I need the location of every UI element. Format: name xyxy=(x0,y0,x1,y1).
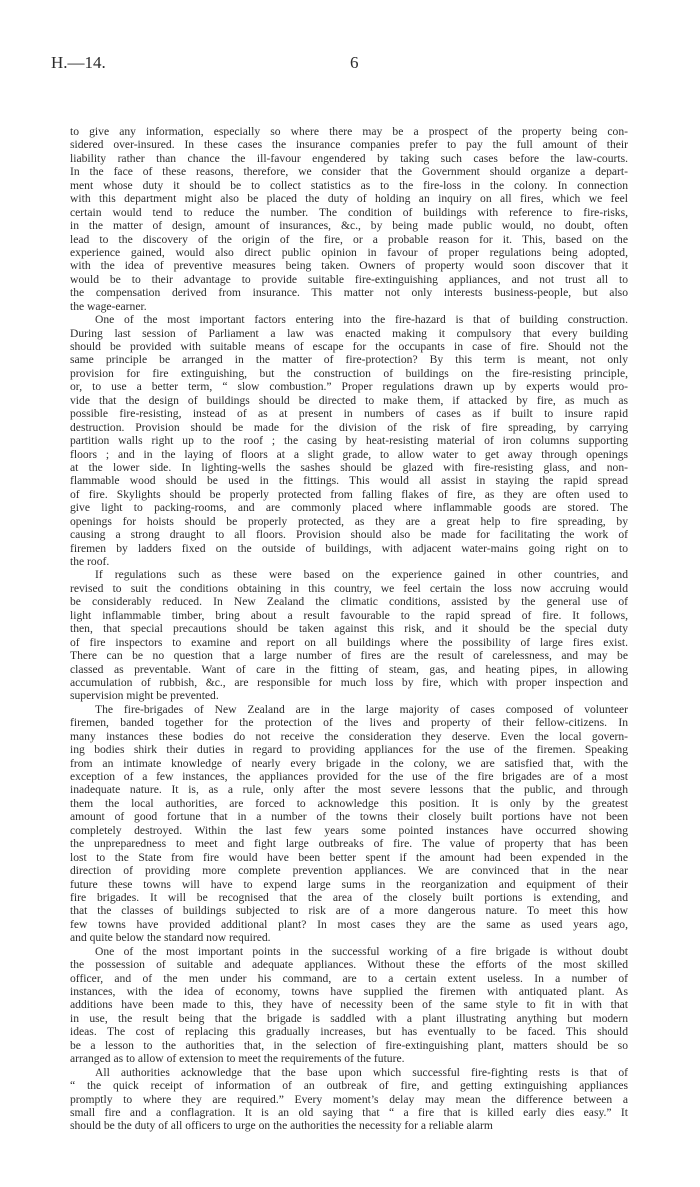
text-line: be considerably reduced. In New Zealand the climatic conditions, assisted by the general use of xyxy=(70,595,628,609)
text-line: destruction. Provision should be made for the division of the risk of fire spreading, by carrying xyxy=(70,420,628,434)
text-line: experience gained, would also direct public opinion in favour of proper regulations being adopted, xyxy=(70,245,628,259)
text-line: possible fire-resisting, instead of as at present in numbers of cases as if built to insure rapid xyxy=(70,407,628,421)
text-line: provision for fire extinguishing, but the construction of buildings on the fire-resisting principle, xyxy=(70,366,628,380)
text-line: During last session of Parliament a law was enacted making it compulsory that every building xyxy=(70,326,628,340)
text-line: classed as preventable. Want of care in the fitting of steam, gas, and heating pipes, in allowing xyxy=(70,662,628,676)
text-line: additions have been made to this, they have of necessity been of the same style to fit in with that xyxy=(70,998,628,1012)
text-line: and quite below the standard now required. xyxy=(70,931,271,945)
text-line: future these towns will have to expend large sums in the reorganization and equipment of their xyxy=(70,877,628,891)
paragraph xyxy=(70,125,628,313)
text-line: ment whose duty it should be to collect statistics as to the fire-loss in the colony. In connection xyxy=(70,178,628,192)
text-line: in the matter of design, amount of insurances, &c., by being made public would, no doubt, often xyxy=(70,219,628,233)
text-line: with the idea of preventive measures being taken. Owners of property would soon discover that it xyxy=(70,259,628,273)
text-line: fire brigades. It will be recognised that the area of the closely built portions is extending, and xyxy=(70,890,628,904)
text-line: promptly to where they are required.” Every moment’s delay may mean the difference between a xyxy=(70,1092,628,1106)
text-line: at the lower side. In lighting-wells the sashes should be glazed with fire-resisting glass, and non- xyxy=(70,460,628,474)
text-line: floors ; and in the laying of floors at a slight grade, to allow water to get away through openings xyxy=(70,447,628,461)
text-line: many instances these bodies do not receive the consideration they deserve. Even the local govern- xyxy=(70,729,628,743)
text-line: same principle be arranged in the matter of fire-protection? By this term is meant, not only xyxy=(70,353,628,367)
text-line: that the classes of buildings subjected to risk are of a more dangerous nature. To meet this how xyxy=(70,904,628,918)
document-reference: H.—14. xyxy=(51,53,106,72)
page-number: 6 xyxy=(350,53,359,72)
text-line: All authorities acknowledge that the base upon which successful fire-fighting rests is that of xyxy=(95,1065,628,1079)
text-line: If regulations such as these were based on the experience gained in other countries, and xyxy=(95,568,628,582)
text-line: them the local authorities, are forced to acknowledge this position. It is only by the greatest xyxy=(70,796,628,810)
text-line: should be provided with suitable means of escape for the occupants in case of fire. Should not the xyxy=(70,340,628,353)
text-line: flammable wood should be used in the fittings. This would all assist in staying the rapid spread xyxy=(70,474,628,488)
text-line: the compensation derived from insurance. This matter not only interests business-people, but also xyxy=(70,286,628,300)
text-line: lead to the discovery of the origin of the fire, or a probable reason for it. This, based on the xyxy=(70,232,628,246)
text-line: or, to use a better term, “ slow combustion.” Proper regulations drawn up by experts would pro- xyxy=(70,380,628,394)
text-line: certain would tend to reduce the number. The condition of buildings with reference to fire-risks, xyxy=(70,205,628,219)
text-line: inadequate nature. It is, as a rule, only after the most severe lessons that the public, and through xyxy=(70,783,628,797)
text-line: officer, and of the men under his command, are to a certain extent useless. In a number of xyxy=(70,971,628,985)
text-line: causing a strong draught to all floors. Provision should also be made for facilitating the work of xyxy=(70,528,628,542)
text-line: small fire and a conflagration. It is an old saying that “ a fire that is killed early dies easy.” It xyxy=(70,1105,628,1119)
text-line: vide that the design of buildings should be directed to make them, if attacked by fire, as much as xyxy=(70,393,628,407)
text-line: completely destroyed. Within the last few years some pointed instances have occurred showing xyxy=(70,823,628,837)
text-line: firemen by ladders fixed on the outside of buildings, with adjacent water-mains going right on to xyxy=(70,541,628,555)
text-line: in use, the result being that the brigade is saddled with a plant illustrating anything but modern xyxy=(70,1011,628,1025)
text-line: few towns have provided additional plant? In most cases they are the same as used years ago, xyxy=(70,917,628,931)
text-line: with this department might also be placed the duty of holding an inquiry on all fires, which we feel xyxy=(70,192,628,206)
text-line: the roof. xyxy=(70,555,110,568)
paragraph xyxy=(70,313,628,568)
text-line: give light to packing-rooms, and are commonly placed where inflammable goods are stored. The xyxy=(70,501,628,515)
text-line: exception of a few instances, the appliances provided for the use of the fire brigades are of a most xyxy=(70,770,628,783)
text-line: be a lesson to the authorities that, in the selection of fire-extinguishing plant, matters should be so xyxy=(70,1038,628,1052)
paragraph xyxy=(70,703,628,945)
text-line: to give any information, especially so where there may be a prospect of the property being con- xyxy=(70,125,628,138)
text-line: the wage-earner. xyxy=(70,299,147,313)
text-line: openings for hoists should be properly protected, as they are a great help to fire spreading, by xyxy=(70,514,628,528)
text-line: supervision might be prevented. xyxy=(70,689,219,703)
text-line: sidered over-insured. In these cases the insurance companies prefer to pay the full amount of their xyxy=(70,138,628,152)
text-line: accumulation of rubbish, &c., are responsible for much loss by fire, which with proper inspection and xyxy=(70,675,628,689)
text-line: instances, with the idea of economy, towns have supplied the firemen with antiquated plant. As xyxy=(70,985,628,998)
text-line: amount of good fortune that in a number of the towns their closely built portions have not been xyxy=(70,810,628,824)
text-line: the unpreparedness to meet and fight large outbreaks of fire. The value of property that has been xyxy=(70,837,628,851)
text-line: should be the duty of all officers to urge on the authorities the necessity for a reliable alarm xyxy=(70,1119,493,1133)
text-line: from an intimate knowledge of nearly every brigade in the colony, we are satisfied that, with the xyxy=(70,756,628,770)
text-line: then, that special precautions should be taken against this risk, and it should be the special duty xyxy=(70,622,628,636)
text-line: would be to their advantage to provide suitable fire-extinguishing appliances, and not trust all to xyxy=(70,272,628,286)
text-line: arranged as to allow of extension to meet the requirements of the future. xyxy=(70,1052,405,1066)
text-line: liability rather than chance the ill-favour engendered by taking such cases before the law-courts. xyxy=(70,151,628,165)
document-body xyxy=(70,125,628,1133)
text-line: firemen, banded together for the protection of the lives and property of their fellow-citizens. In xyxy=(70,716,628,730)
paragraph xyxy=(70,568,628,702)
text-line: One of the most important factors entering into the fire-hazard is that of building construction. xyxy=(95,313,628,327)
text-line: of fire inspectors to examine and report on all buildings where the possibility of large fires exist. xyxy=(70,635,628,649)
text-line: the possession of suitable and adequate appliances. Without these the efforts of the most skilled xyxy=(70,958,628,972)
text-line: In the face of these reasons, therefore, we consider that the Government should organize a depart- xyxy=(70,165,628,179)
text-line: light inflammable timber, bring about a result favourable to the rapid spread of fire. It follows, xyxy=(70,608,628,622)
text-line: partition walls right up to the roof ; the casing by heat-resisting material of iron columns supporting xyxy=(70,434,628,448)
text-line: “ the quick receipt of information of an outbreak of fire, and getting extinguishing appliances xyxy=(70,1079,628,1093)
paragraph xyxy=(70,945,628,1066)
text-line: One of the most important points in the successful working of a fire brigade is without doubt xyxy=(95,944,628,958)
text-line: revised to suit the conditions obtaining in this country, we feel certain the loss now accruing would xyxy=(70,581,628,595)
text-line: lost to the State from fire would have been better spent if the amount had been expended in the xyxy=(70,850,628,864)
text-line: ideas. The cost of replacing this gradually increases, but has eventually to be faced. This should xyxy=(70,1025,628,1039)
text-line: ing bodies shirk their duties in regard to providing appliances for the use of the firemen. Speaking xyxy=(70,743,628,757)
text-line: The fire-brigades of New Zealand are in the large majority of cases composed of volunteer xyxy=(95,702,628,716)
text-line: There can be no question that a large number of fires are the result of carelessness, and may be xyxy=(70,649,628,663)
paragraph xyxy=(70,1066,628,1133)
text-line: direction of providing more complete prevention appliances. We are convinced that in the near xyxy=(70,864,628,878)
text-line: of fire. Skylights should be properly protected from falling flakes of fire, as they are often used to xyxy=(70,487,628,501)
